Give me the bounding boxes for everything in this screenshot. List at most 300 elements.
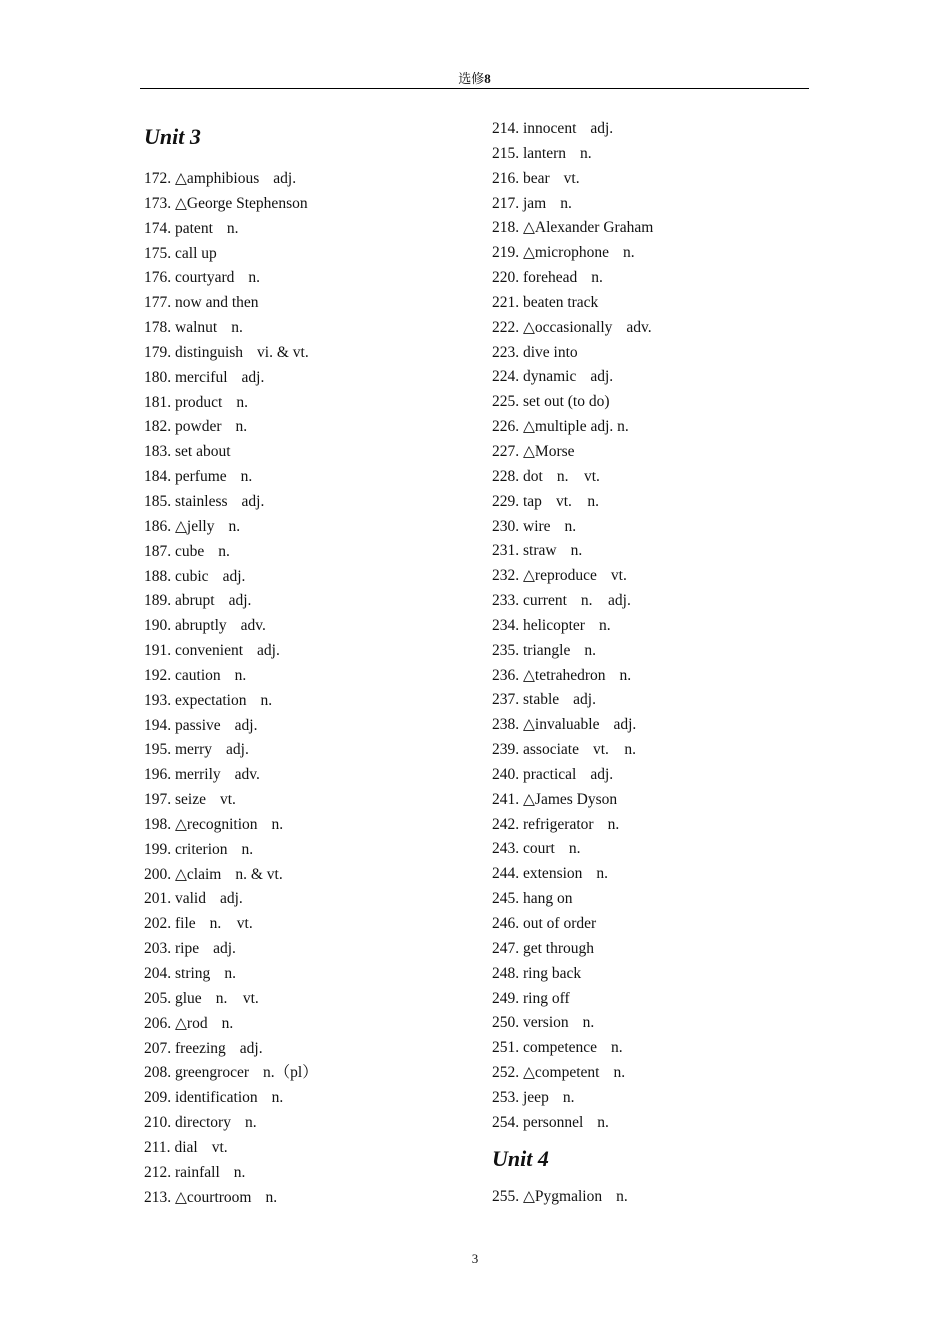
vocab-entry xyxy=(492,1185,822,1210)
entry-word: innocent xyxy=(523,120,577,137)
entry-part-of-speech: adj. xyxy=(213,940,236,958)
entry-word: stable xyxy=(523,691,560,709)
entry-number: 180. xyxy=(144,368,172,386)
entry-word: dial xyxy=(174,1138,198,1156)
vocab-entry xyxy=(492,216,822,241)
vocab-entry xyxy=(144,937,474,962)
entry-word: △microphone xyxy=(523,244,609,262)
entry-number: 247. xyxy=(492,939,520,957)
entry-word: triangle xyxy=(523,641,571,659)
vocab-entry xyxy=(492,862,822,887)
entry-word: competence xyxy=(523,1039,598,1057)
entry-part-of-speech: adj. xyxy=(273,170,297,187)
entry-word: merrily xyxy=(175,766,221,784)
entry-part-of-speech: n. xyxy=(622,244,635,262)
entry-word: ripe xyxy=(175,940,200,958)
vocab-entry xyxy=(492,589,822,614)
entry-number: 209. xyxy=(144,1089,172,1107)
entry-part-of-speech: n. xyxy=(224,965,236,982)
vocab-entry xyxy=(492,291,822,316)
entry-part-of-speech: n. xyxy=(228,517,241,535)
entry-number: 249. xyxy=(492,989,520,1007)
entry-part-of-speech: n. xyxy=(236,393,248,411)
entry-part-of-speech: adj. xyxy=(228,592,252,610)
entry-number: 241. xyxy=(492,790,520,808)
entry-number: 236. xyxy=(492,666,520,684)
unit-3-title: Unit 3 xyxy=(144,124,201,149)
vocab-entry xyxy=(492,788,822,813)
vocab-entry xyxy=(492,664,822,689)
entry-word: abrupt xyxy=(175,592,215,610)
right-column xyxy=(492,117,822,1209)
header-title: 选修 xyxy=(458,71,485,86)
entry-number: 231. xyxy=(492,542,520,560)
vocab-entry xyxy=(492,316,822,341)
entry-part-of-speech: n. xyxy=(231,319,243,337)
entry-number: 188. xyxy=(144,567,172,585)
entry-number: 197. xyxy=(144,791,172,809)
header-rule xyxy=(140,88,809,89)
vocab-entry xyxy=(144,614,474,639)
vocab-entry xyxy=(144,291,474,316)
entry-part-of-speech: adj. xyxy=(590,120,614,137)
vocab-entry xyxy=(144,1111,474,1136)
entry-part-of-speech: n. xyxy=(597,1113,609,1131)
entry-word: cubic xyxy=(175,567,209,585)
vocab-entry xyxy=(492,713,822,738)
entry-number: 199. xyxy=(144,840,172,858)
entry-part-of-speech: n. xyxy=(218,542,230,560)
entry-word: criterion xyxy=(175,840,228,858)
entry-part-of-speech: adj. xyxy=(590,368,614,386)
vocab-entry xyxy=(492,738,822,763)
vocab-entry xyxy=(492,515,822,540)
entry-part-of-speech: adj. xyxy=(222,567,246,585)
entry-word: △James Dyson xyxy=(523,790,618,808)
vocab-entry xyxy=(492,142,822,167)
vocab-entry xyxy=(492,440,822,465)
entry-part-of-speech: vt. n. xyxy=(555,492,599,510)
vocab-entry xyxy=(144,1012,474,1037)
entry-number: 232. xyxy=(492,567,520,585)
entry-part-of-speech: n. xyxy=(562,1088,575,1106)
entry-number: 204. xyxy=(144,965,172,982)
entry-word: △courtroom xyxy=(175,1188,252,1206)
vocab-entry xyxy=(492,341,822,366)
vocab-entry xyxy=(492,987,822,1012)
entry-number: 205. xyxy=(144,989,172,1007)
entry-part-of-speech: n. xyxy=(607,815,620,833)
entry-part-of-speech: n. xyxy=(570,542,583,560)
page-number: 3 xyxy=(471,1251,479,1266)
vocab-entry xyxy=(144,714,474,739)
vocab-entry xyxy=(144,639,474,664)
entry-word: ring off xyxy=(523,989,570,1007)
entry-number: 175. xyxy=(144,244,172,262)
entry-part-of-speech: n. xyxy=(616,1187,628,1205)
entry-number: 182. xyxy=(144,418,172,436)
entry-number: 210. xyxy=(144,1114,172,1132)
entry-number: 213. xyxy=(144,1188,172,1206)
entry-part-of-speech: n. xyxy=(560,194,572,212)
entry-word: merry xyxy=(175,741,213,759)
entry-number: 200. xyxy=(144,865,172,883)
vocab-entry xyxy=(492,1036,822,1061)
entry-word: ring back xyxy=(523,964,582,982)
entry-part-of-speech: n. xyxy=(568,840,581,858)
entry-number: 183. xyxy=(144,443,172,461)
vocab-entry xyxy=(144,540,474,565)
entry-number: 230. xyxy=(492,517,520,535)
entry-word: product xyxy=(175,393,223,411)
entry-word: △Morse xyxy=(523,442,575,460)
entry-word: △tetrahedron xyxy=(523,666,606,684)
entry-number: 214. xyxy=(492,120,520,137)
vocab-entry xyxy=(492,1111,822,1136)
vocab-entry xyxy=(492,241,822,266)
vocab-entry xyxy=(144,167,474,192)
vocab-entry xyxy=(144,465,474,490)
vocab-entry xyxy=(492,390,822,415)
entry-number: 227. xyxy=(492,442,520,460)
entry-number: 218. xyxy=(492,219,520,237)
entry-word: △competent xyxy=(523,1064,600,1082)
vocab-entry xyxy=(492,813,822,838)
vocab-entry xyxy=(492,490,822,515)
entry-part-of-speech: n. xyxy=(564,517,577,535)
unit-4-title: Unit 4 xyxy=(492,1145,549,1171)
entry-word: practical xyxy=(523,765,577,783)
entry-word: identification xyxy=(175,1089,258,1107)
vocab-entry xyxy=(492,639,822,664)
vocab-entry xyxy=(492,1086,822,1111)
entry-word: jam xyxy=(523,194,547,212)
entry-part-of-speech: adj. xyxy=(220,890,243,908)
vocab-entry xyxy=(492,564,822,589)
entry-part-of-speech: n. vt. xyxy=(556,467,600,485)
entry-number: 193. xyxy=(144,691,172,709)
vocab-entry xyxy=(144,341,474,366)
entry-word: rainfall xyxy=(175,1163,220,1181)
entry-part-of-speech: adj. xyxy=(226,741,249,759)
entry-part-of-speech: n.（pl） xyxy=(263,1064,318,1082)
entry-word: dive into xyxy=(523,343,578,361)
vocab-entry xyxy=(144,415,474,440)
entry-number: 239. xyxy=(492,741,520,759)
entry-word: △Alexander Graham xyxy=(523,219,654,237)
entry-number: 201. xyxy=(144,890,172,908)
entry-word: helicopter xyxy=(523,616,585,634)
entry-number: 253. xyxy=(492,1088,520,1106)
entry-word: personnel xyxy=(523,1113,584,1131)
entry-number: 181. xyxy=(144,393,172,411)
entry-number: 219. xyxy=(492,244,520,262)
right-entry-list-after xyxy=(492,1185,822,1210)
vocab-entry xyxy=(144,689,474,714)
entry-number: 251. xyxy=(492,1039,520,1057)
entry-word: hang on xyxy=(523,890,573,908)
entry-number: 226. xyxy=(492,418,520,436)
entry-part-of-speech: vt. xyxy=(219,791,236,809)
entry-word: △jelly xyxy=(175,517,215,535)
entry-word: cube xyxy=(175,542,205,560)
entry-word: current xyxy=(523,592,567,610)
entry-word: valid xyxy=(175,890,206,908)
vocab-entry xyxy=(144,763,474,788)
entry-part-of-speech: n. vt. xyxy=(215,989,259,1007)
entry-number: 184. xyxy=(144,468,172,486)
right-entry-list xyxy=(492,117,822,1136)
entry-number: 244. xyxy=(492,865,520,883)
entry-part-of-speech: n. xyxy=(271,1089,284,1107)
entry-word: convenient xyxy=(175,642,244,660)
entry-number: 202. xyxy=(144,915,172,933)
entry-part-of-speech: adj. xyxy=(573,691,596,709)
entry-number: 248. xyxy=(492,964,520,982)
entry-word: caution xyxy=(175,666,221,684)
entry-word: △Pygmalion xyxy=(523,1187,603,1205)
vocab-entry xyxy=(144,838,474,863)
vocab-entry xyxy=(144,242,474,267)
entry-word: associate xyxy=(523,741,579,759)
vocab-entry xyxy=(144,192,474,217)
entry-part-of-speech: n. xyxy=(240,468,253,486)
vocab-entry xyxy=(144,887,474,912)
entry-word: merciful xyxy=(175,368,228,386)
vocab-entry xyxy=(144,788,474,813)
entry-word: △recognition xyxy=(175,815,258,833)
entry-number: 176. xyxy=(144,269,172,287)
entry-part-of-speech: n. xyxy=(244,1114,257,1132)
entry-word: △reproduce xyxy=(523,567,597,585)
entry-word: string xyxy=(175,965,211,982)
entry-number: 222. xyxy=(492,318,520,336)
entry-word: version xyxy=(523,1014,569,1032)
entry-word: set about xyxy=(175,443,231,461)
entry-number: 208. xyxy=(144,1064,172,1082)
entry-part-of-speech: n. xyxy=(582,1014,595,1032)
entry-word: passive xyxy=(175,716,221,734)
entry-number: 225. xyxy=(492,393,520,411)
vocab-entry xyxy=(492,1061,822,1086)
entry-part-of-speech: n. & vt. xyxy=(235,865,283,883)
entry-word: bear xyxy=(523,169,550,187)
entry-part-of-speech: n. xyxy=(235,418,248,436)
vocab-entry xyxy=(492,415,822,440)
entry-number: 221. xyxy=(492,293,520,311)
page-header xyxy=(140,70,809,88)
entry-word: walnut xyxy=(175,319,218,337)
vocab-entry xyxy=(144,515,474,540)
entry-number: 185. xyxy=(144,492,172,510)
entry-word: distinguish xyxy=(175,343,244,361)
entry-word: expectation xyxy=(175,691,247,709)
entry-word: out of order xyxy=(523,915,597,932)
entry-number: 235. xyxy=(492,641,520,659)
entry-part-of-speech: n. xyxy=(226,219,239,237)
entry-number: 252. xyxy=(492,1064,520,1082)
entry-word: file xyxy=(175,915,196,933)
vocab-entry xyxy=(492,465,822,490)
entry-part-of-speech: adv. xyxy=(240,617,266,635)
entry-part-of-speech: vt. n. xyxy=(592,741,637,759)
entry-number: 191. xyxy=(144,642,172,660)
vocab-entry xyxy=(144,1186,474,1211)
entry-number: 255. xyxy=(492,1187,520,1205)
entry-number: 245. xyxy=(492,890,520,908)
entry-number: 220. xyxy=(492,269,520,287)
vocab-entry xyxy=(144,987,474,1012)
entry-number: 250. xyxy=(492,1014,520,1032)
entry-part-of-speech: n. xyxy=(611,1039,623,1057)
entry-part-of-speech: adj. xyxy=(241,492,265,510)
entry-part-of-speech: vi. & vt. xyxy=(257,343,309,361)
vocab-entry xyxy=(492,266,822,291)
vocab-entry xyxy=(492,837,822,862)
entry-word: court xyxy=(523,840,555,858)
entry-number: 187. xyxy=(144,542,172,560)
entry-number: 242. xyxy=(492,815,520,833)
entry-part-of-speech: n. xyxy=(619,666,632,684)
entry-part-of-speech: n. xyxy=(265,1188,278,1206)
vocab-entry xyxy=(144,1086,474,1111)
entry-number: 223. xyxy=(492,343,520,361)
entry-word: now and then xyxy=(175,294,259,312)
entry-word: straw xyxy=(523,542,557,560)
entry-number: 233. xyxy=(492,592,520,610)
vocab-entry xyxy=(492,763,822,788)
vocab-entry xyxy=(492,688,822,713)
vocab-entry xyxy=(144,589,474,614)
vocab-entry xyxy=(144,440,474,465)
vocab-entry xyxy=(492,962,822,987)
entry-part-of-speech: n. xyxy=(613,1064,626,1082)
entry-number: 196. xyxy=(144,766,172,784)
entry-part-of-speech: n. xyxy=(584,641,596,659)
vocab-entry xyxy=(144,266,474,291)
entry-part-of-speech: n. xyxy=(598,616,611,634)
entry-part-of-speech: adj. xyxy=(234,716,258,734)
vocab-entry xyxy=(144,1161,474,1186)
vocab-entry xyxy=(492,614,822,639)
entry-part-of-speech: n. xyxy=(248,269,261,287)
entry-word: △multiple adj. n. xyxy=(523,418,629,436)
entry-word: directory xyxy=(175,1114,231,1132)
vocab-entry xyxy=(144,316,474,341)
entry-word: dot xyxy=(523,467,543,485)
vocab-entry xyxy=(492,192,822,217)
entry-word: freezing xyxy=(175,1039,226,1057)
vocab-entry xyxy=(144,490,474,515)
vocab-entry xyxy=(144,1061,474,1086)
left-entry-list xyxy=(144,167,474,1210)
entry-word: △claim xyxy=(175,865,222,883)
entry-number: 212. xyxy=(144,1163,172,1181)
entry-part-of-speech: n. xyxy=(234,666,247,684)
entry-part-of-speech: n. xyxy=(233,1163,246,1181)
entry-word: glue xyxy=(175,989,202,1007)
entry-number: 206. xyxy=(144,1014,172,1032)
entry-number: 192. xyxy=(144,666,172,684)
entry-word: refrigerator xyxy=(523,815,594,833)
entry-word: perfume xyxy=(175,468,227,486)
vocab-entry xyxy=(492,365,822,390)
entry-word: △George Stephenson xyxy=(175,194,308,212)
entry-word: greengrocer xyxy=(175,1064,250,1082)
entry-word: △rod xyxy=(175,1014,208,1032)
entry-number: 174. xyxy=(144,219,172,237)
entry-word: abruptly xyxy=(175,617,227,635)
entry-word: beaten track xyxy=(523,293,599,311)
entry-number: 179. xyxy=(144,343,172,361)
entry-part-of-speech: vt. xyxy=(211,1138,228,1156)
entry-word: powder xyxy=(175,418,222,436)
entry-number: 217. xyxy=(492,194,520,212)
vocab-entry xyxy=(492,1011,822,1036)
entry-number: 172. xyxy=(144,170,172,187)
entry-number: 207. xyxy=(144,1039,172,1057)
vocab-entry xyxy=(492,167,822,192)
entry-part-of-speech: adj. xyxy=(590,765,614,783)
entry-number: 198. xyxy=(144,815,172,833)
entry-word: courtyard xyxy=(175,269,235,287)
entry-part-of-speech: vt. xyxy=(563,169,580,187)
entry-number: 194. xyxy=(144,716,172,734)
entry-part-of-speech: n. xyxy=(241,840,254,858)
entry-number: 254. xyxy=(492,1113,520,1131)
entry-number: 238. xyxy=(492,716,520,734)
entry-part-of-speech: n. xyxy=(591,269,603,287)
entry-part-of-speech: n. xyxy=(596,865,609,883)
vocab-entry xyxy=(492,912,822,937)
entry-number: 189. xyxy=(144,592,172,610)
entry-word: jeep xyxy=(523,1088,549,1106)
vocab-entry xyxy=(144,912,474,937)
entry-number: 234. xyxy=(492,616,520,634)
entry-number: 178. xyxy=(144,319,172,337)
entry-number: 237. xyxy=(492,691,520,709)
entry-word: △amphibious xyxy=(175,170,260,187)
entry-word: patent xyxy=(175,219,213,237)
vocab-entry xyxy=(144,813,474,838)
entry-word: wire xyxy=(523,517,551,535)
entry-word: extension xyxy=(523,865,583,883)
vocab-entry xyxy=(492,887,822,912)
vocab-entry xyxy=(144,738,474,763)
vocab-entry xyxy=(144,664,474,689)
vocab-entry xyxy=(492,937,822,962)
entry-part-of-speech: adv. xyxy=(234,766,260,784)
entry-part-of-speech: adj. xyxy=(257,642,280,660)
entry-number: 229. xyxy=(492,492,520,510)
vocab-entry xyxy=(144,565,474,590)
entry-part-of-speech: n. xyxy=(580,144,592,162)
entry-number: 216. xyxy=(492,169,520,187)
entry-word: lantern xyxy=(523,144,567,162)
entry-word: △invaluable xyxy=(523,716,600,734)
entry-number: 224. xyxy=(492,368,520,386)
vocab-entry xyxy=(492,539,822,564)
entry-part-of-speech: n. xyxy=(260,691,273,709)
entry-number: 246. xyxy=(492,915,520,932)
vocab-entry xyxy=(144,863,474,888)
entry-part-of-speech: n. vt. xyxy=(209,915,253,933)
vocab-entry xyxy=(144,391,474,416)
entry-word: call up xyxy=(175,244,217,262)
entry-number: 173. xyxy=(144,194,172,212)
entry-number: 177. xyxy=(144,294,172,312)
entry-number: 195. xyxy=(144,741,172,759)
